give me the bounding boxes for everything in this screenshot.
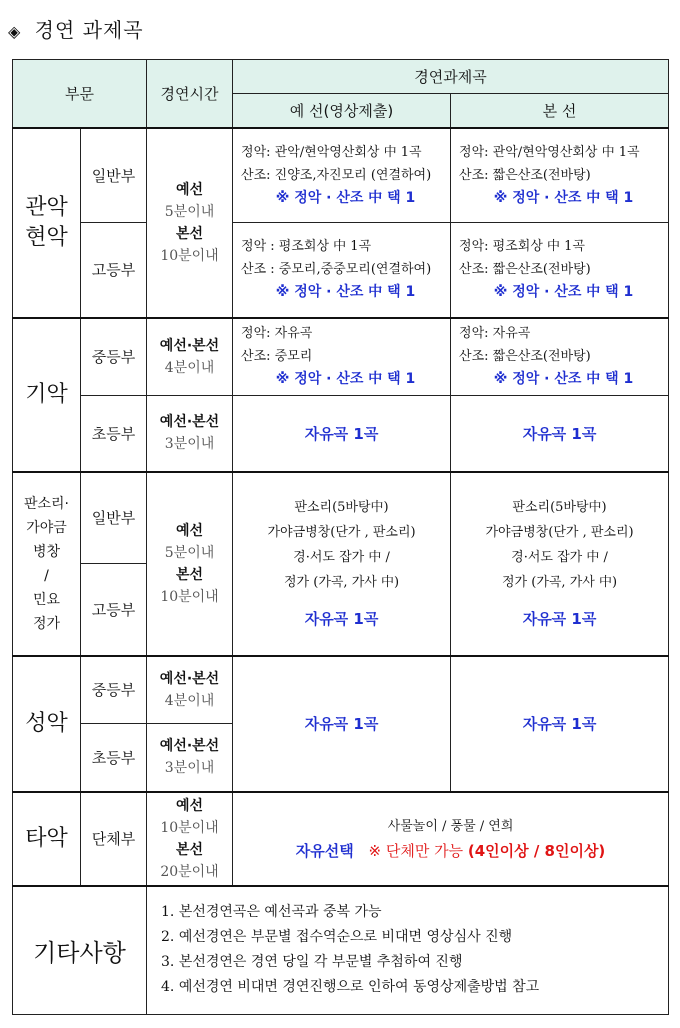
tak-member-count: (4인이상 / 8인이상): [467, 841, 606, 860]
time-prelim-label: 예선: [175, 522, 204, 539]
category-line: 가야금: [26, 519, 67, 536]
gwanak-general-final: [451, 128, 669, 223]
tak-piece-types: 사물놀이 / 풍물 / 연희: [387, 818, 514, 834]
time-giak-elem: [147, 396, 233, 472]
piece-line: 정악: 관악/현악영산회상 中 1곡: [241, 144, 422, 160]
time-pansori: [147, 472, 233, 656]
division-high: 고등부: [81, 564, 147, 656]
division-general: 일반부: [81, 472, 147, 564]
time-final-label: 본선: [175, 225, 204, 242]
time-final-length: 10분이내: [160, 247, 219, 264]
category-line: 정가: [32, 615, 61, 632]
division-elem: 초등부: [81, 724, 147, 792]
header-division: 부문: [13, 60, 147, 128]
competition-pieces-table: [12, 59, 669, 1015]
seongak-final: 자유곡 1곡: [451, 656, 669, 792]
division-general: 일반부: [81, 128, 147, 223]
choice-note: ※ 정악 · 산조 中 택 1: [275, 371, 416, 388]
piece-line: 산조: 진양조,자진모리 (연결하여): [241, 167, 432, 183]
time-length: 3분이내: [164, 436, 215, 453]
time-seongak-elem: [147, 724, 233, 792]
category-pansori: [13, 472, 81, 656]
pansori-prelim: [233, 472, 451, 656]
category-line: 판소리·: [23, 495, 70, 512]
choice-note: ※ 정악 · 산조 中 택 1: [275, 284, 416, 301]
time-length: 4분이내: [164, 692, 215, 709]
seongak-prelim: 자유곡 1곡: [233, 656, 451, 792]
piece-line: 정악: 관악/현악영산회상 中 1곡: [459, 144, 640, 160]
piece-line: 정가 (가곡, 가사 中): [502, 575, 618, 590]
time-tak: [147, 792, 233, 886]
category-line: 민요: [32, 591, 61, 608]
time-prelim-length: 5분이내: [164, 544, 215, 561]
choice-note: ※ 정악 · 산조 中 택 1: [493, 189, 634, 206]
category-gwanak-line2: 현악: [25, 224, 68, 250]
time-length: 3분이내: [164, 760, 215, 777]
piece-line: 산조: 짧은산조(전바탕): [459, 262, 591, 278]
piece-line: 정가 (가곡, 가사 中): [284, 575, 400, 590]
piece-line: 정악: 자유곡: [241, 326, 313, 342]
category-tak: 타악: [13, 792, 81, 886]
piece-line: 가야금병창(단가 , 판소리): [485, 525, 634, 540]
piece-line: 경·서도 잡가 中 /: [293, 550, 390, 565]
piece-line: 판소리(5바탕中): [512, 500, 607, 515]
choice-note: ※ 정악 · 산조 中 택 1: [493, 371, 634, 388]
piece-line: 산조: 짧은산조(전바탕): [459, 349, 591, 365]
gwanak-high-prelim: [233, 223, 451, 318]
time-label: 예선·본선: [159, 414, 220, 431]
gwanak-high-final: [451, 223, 669, 318]
category-gwanak: [13, 128, 81, 318]
time-final-label: 본선: [175, 841, 204, 858]
note-item: 2. 예선경연은 부문별 접수역순으로 비대면 영상심사 진행: [161, 929, 513, 946]
time-final-label: 본선: [175, 566, 204, 583]
time-seongak-middle: [147, 656, 233, 724]
category-giak: 기악: [13, 318, 81, 472]
division-high: 고등부: [81, 223, 147, 318]
choice-note: ※ 정악 · 산조 中 택 1: [275, 189, 416, 206]
tak-free-choice: 자유선택: [295, 841, 354, 860]
time-gwanak: [147, 128, 233, 318]
piece-line: 정악 : 평조회상 中 1곡: [241, 239, 372, 255]
piece-line: 정악: 자유곡: [459, 326, 531, 342]
time-label: 예선·본선: [159, 670, 220, 687]
piece-line: 산조 : 중모리,중중모리(연결하여): [241, 262, 432, 278]
tak-group-note: ※ 단체만 가능: [368, 841, 464, 860]
note-item: 4. 예선경연 비대면 경연진행으로 인하여 동영상제출방법 참고: [161, 979, 540, 996]
header-final: 본 선: [451, 94, 669, 128]
header-pieces: 경연과제곡: [233, 60, 669, 94]
time-label: 예선·본선: [159, 738, 220, 755]
piece-line: 산조: 짧은산조(전바탕): [459, 167, 591, 183]
category-gwanak-line1: 관악: [25, 194, 68, 220]
page-title-text: 경연 과제곡: [34, 18, 144, 42]
category-etc: 기타사항: [13, 886, 147, 1015]
choice-note: ※ 정악 · 산조 中 택 1: [493, 284, 634, 301]
time-final-length: 10분이내: [160, 588, 219, 605]
time-length: 4분이내: [164, 359, 215, 376]
time-prelim-label: 예선: [175, 797, 204, 814]
time-prelim-length: 10분이내: [160, 819, 219, 836]
category-line: 병창: [32, 543, 61, 560]
time-label: 예선·본선: [159, 337, 220, 354]
giak-elem-prelim: 자유곡 1곡: [233, 396, 451, 472]
etc-notes: [147, 886, 669, 1015]
piece-line: 가야금병창(단가 , 판소리): [267, 525, 416, 540]
free-piece: 자유곡 1곡: [522, 610, 597, 628]
division-middle: 중등부: [81, 318, 147, 396]
time-prelim-length: 5분이내: [164, 203, 215, 220]
division-elem: 초등부: [81, 396, 147, 472]
time-prelim-label: 예선: [175, 181, 204, 198]
category-seongak: 성악: [13, 656, 81, 792]
pansori-final: [451, 472, 669, 656]
header-prelim: 예 선(영상제출): [233, 94, 451, 128]
piece-line: 판소리(5바탕中): [294, 500, 389, 515]
giak-middle-prelim: [233, 318, 451, 396]
division-middle: 중등부: [81, 656, 147, 724]
tak-pieces: [233, 792, 669, 886]
giak-middle-final: [451, 318, 669, 396]
note-item: 3. 본선경연은 경연 당일 각 부문별 추첨하여 진행: [161, 954, 463, 971]
piece-line: 산조: 중모리: [241, 349, 313, 365]
note-item: 1. 본선경연곡은 예선곡과 중복 가능: [161, 904, 382, 921]
piece-line: 정악: 평조회상 中 1곡: [459, 239, 585, 255]
gwanak-general-prelim: [233, 128, 451, 223]
time-giak-middle: [147, 318, 233, 396]
division-group: 단체부: [81, 792, 147, 886]
piece-line: 경·서도 잡가 中 /: [511, 550, 608, 565]
time-final-length: 20분이내: [160, 863, 219, 880]
diamond-icon: ◈: [8, 22, 22, 41]
page-title: [8, 14, 144, 43]
category-line: /: [44, 567, 49, 584]
header-time: 경연시간: [147, 60, 233, 128]
giak-elem-final: 자유곡 1곡: [451, 396, 669, 472]
free-piece: 자유곡 1곡: [304, 610, 379, 628]
